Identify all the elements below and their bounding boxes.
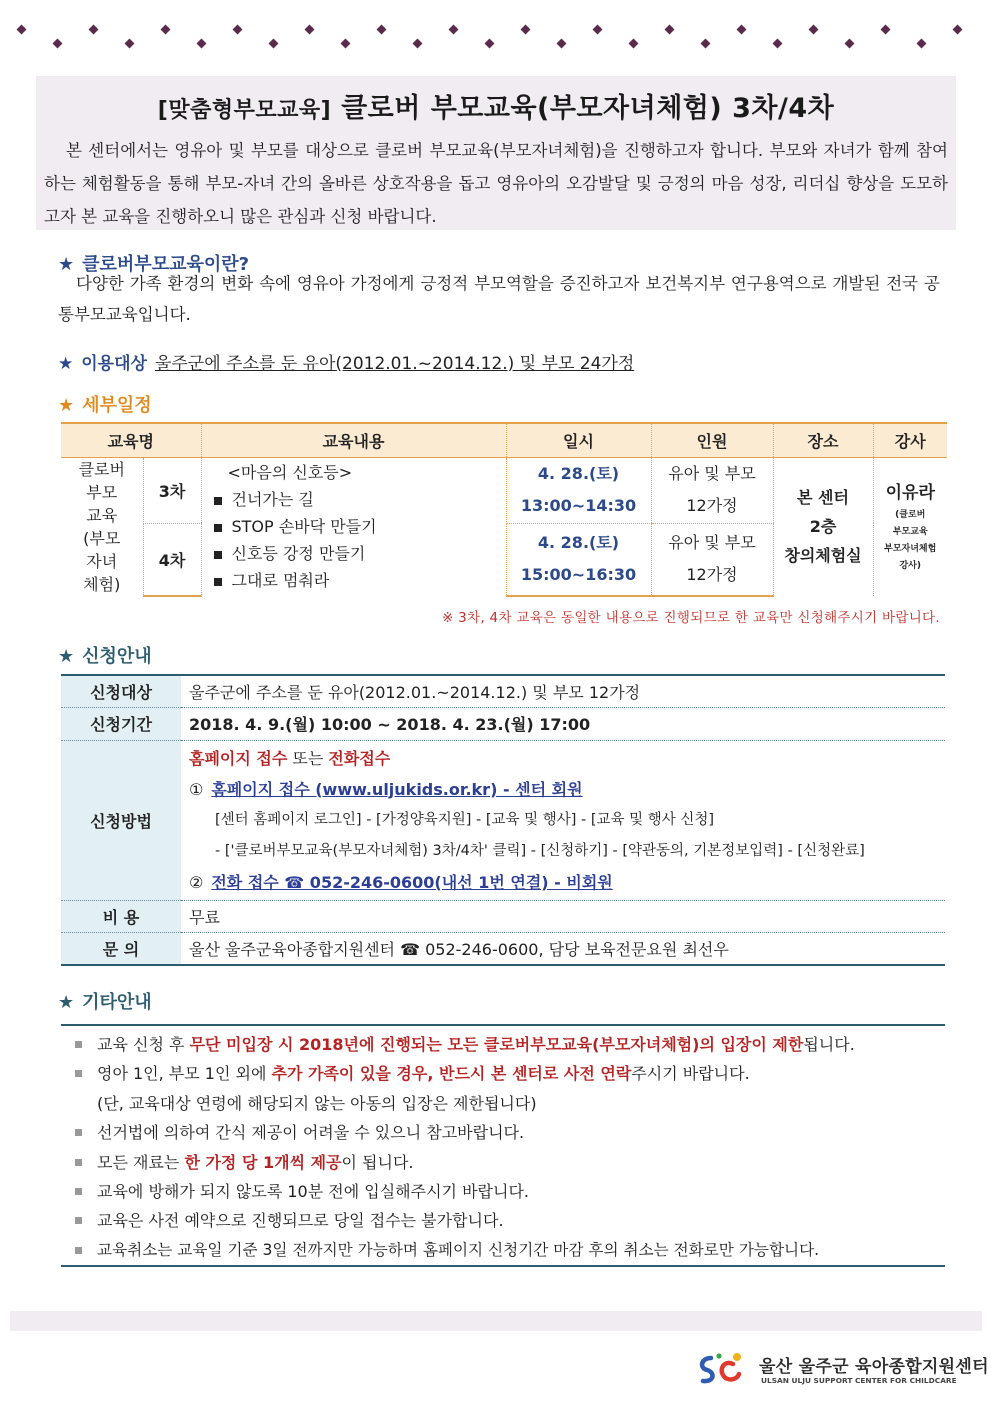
program-name-line: 체험) [83,574,121,594]
about-paragraph: 다양한 가족 환경의 변화 속에 영유아 가정에게 긍정적 부모역할을 증진하고자 보건복지부 연구용역으로 개발된 전국 공통부모교육입니다. [58,274,940,324]
list-item [61,1177,945,1206]
content-item-text: STOP 손바닥 만들기 [231,517,377,536]
col-header: 일시 [506,423,651,457]
title-main: 클로버 부모교육(부모자녀체험) 3차/4차 [341,93,835,124]
place-line: 본 센터 [797,488,849,507]
square-bullet-icon [214,497,222,505]
schedule-note: ※ 3차, 4차 교육은 동일한 내용으로 진행되므로 한 교육만 신청해주시기 바랍니다. [441,610,940,626]
place-cell [773,457,873,596]
method-or: 또는 [287,748,329,768]
logo-name-en: ULSAN ULJU SUPPORT CENTER FOR CHILDCARE [761,1376,957,1385]
misc-heading-text: 기타안내 [82,992,152,1013]
star-icon: ★ [58,395,75,416]
datetime-cell [506,523,651,595]
apply-row-target [61,675,945,707]
diamond-ornament-icon [845,39,855,49]
apply-key: 문 의 [61,932,181,965]
square-bullet-icon [75,1041,82,1048]
program-name-line: 부모 [86,482,118,502]
apply-heading-text: 신청안내 [82,646,152,667]
diamond-ornament-icon [449,25,459,35]
diamond-ornament-icon [593,25,603,35]
homepage-link[interactable]: 홈페이지 접수 (www.uljukids.or.kr) - 센터 회원 [211,779,583,799]
apply-key: 신청기간 [61,707,181,740]
diamond-ornament-icon [701,39,711,49]
diamond-ornament-icon [557,39,567,49]
apply-method-cell [181,740,945,900]
place-line: 2층 [809,517,837,536]
header-box [36,76,956,230]
teacher-role: (클로버 [895,510,926,520]
decorative-diamond-border [10,22,982,52]
diamond-ornament-icon [233,25,243,35]
teacher-role: 강사) [899,561,921,571]
teacher-role: 부모교육 [892,527,928,537]
teacher-name: 이유라 [885,483,935,503]
content-item [214,486,506,513]
time-text: 15:00~16:30 [520,565,637,585]
diamond-ornament-icon [125,39,135,49]
col-header: 교육내용 [201,423,506,457]
square-bullet-icon [214,524,222,532]
star-icon: ★ [58,646,75,667]
apply-value: 2018. 4. 9.(월) 10:00 ~ 2018. 4. 23.(월) 17:00 [181,707,945,740]
method-phone-label: 전화접수 [328,748,391,768]
apply-key: 비 용 [61,900,181,932]
datetime-cell [506,457,651,523]
date-text: 4. 28.(토) [537,464,620,484]
diamond-ornament-icon [413,39,423,49]
diamond-ornament-icon [737,25,747,35]
content-item-text: 그대로 멈춰라 [231,571,330,590]
misc-highlight: 추가 가족이 있을 경우, 반드시 본 센터로 사전 연락 [271,1064,632,1084]
diamond-ornament-icon [485,39,495,49]
misc-text: 교육은 사전 예약으로 진행되므로 당일 접수는 불가합니다. [97,1211,504,1231]
misc-text: 영아 1인, 부모 1인 외에 [97,1064,272,1084]
people-cell [651,523,773,595]
apply-value: 울산 울주군육아종합지원센터 ☎ 052-246-0600, 담당 보육전문요원 최선우 [181,932,945,965]
circled-number: ② [189,872,204,892]
misc-highlight: 무단 미입장 시 2018년에 진행되는 모든 클로버부모교육(부모자녀체험)의 입장이 제한 [189,1035,804,1054]
schedule-table [61,422,947,597]
star-icon: ★ [58,354,74,374]
misc-highlight: 한 가정 당 1개씩 제공 [184,1152,342,1172]
target-value: 울주군에 주소를 둔 유아(2012.01.~2014.12.) 및 부모 24가정 [154,354,635,374]
square-bullet-icon [75,1247,82,1254]
list-item [61,1206,945,1235]
time-text: 13:00~14:30 [520,496,637,516]
misc-text: 모든 재료는 [97,1152,185,1172]
logo-name-ko: 울산 울주군 육아종합지원센터 [759,1357,989,1377]
diamond-ornament-icon [269,39,279,49]
diamond-ornament-icon [953,25,963,35]
diamond-ornament-icon [629,39,639,49]
misc-text: 교육 신청 후 [97,1035,190,1054]
misc-text: 선거법에 의하여 간식 제공이 어려울 수 있으니 참고바랍니다. [97,1123,525,1143]
square-bullet-icon [214,551,222,559]
square-bullet-icon [75,1159,82,1166]
misc-text: 됩니다. [803,1035,855,1054]
misc-box [61,1024,945,1267]
apply-row-period [61,707,945,740]
teacher-cell [873,457,947,596]
page-title [36,86,956,125]
round-cell: 3차 [143,457,201,523]
apply-heading [58,642,152,668]
content-item [214,513,506,540]
square-bullet-icon [75,1188,82,1195]
square-bullet-icon [75,1217,82,1224]
content-title: <마음의 신호등> [227,463,353,482]
phone-link[interactable]: 전화 접수 ☎ 052-246-0600(내선 1번 연결) - 비회원 [211,872,613,892]
round-cell: 4차 [143,523,201,595]
diamond-ornament-icon [17,25,27,35]
title-bracket: [맞춤형부모교육] [157,98,332,123]
program-name-line: 클로버 [78,459,125,479]
diamond-ornament-icon [161,25,171,35]
method-web-label: 홈페이지 접수 [189,748,288,768]
misc-text: 이 됩니다. [341,1152,414,1172]
diamond-ornament-icon [341,39,351,49]
people-count: 12가정 [686,565,738,585]
apply-key: 신청방법 [61,740,181,900]
apply-row-method [61,740,945,900]
col-header: 인원 [651,423,773,457]
place-line: 창의체험실 [784,546,862,565]
people-text: 유아 및 부모 [668,533,756,553]
schedule-row-3 [61,457,947,523]
diamond-ornament-icon [809,25,819,35]
square-bullet-icon [214,578,222,586]
schedule-heading [58,391,152,417]
misc-text: 주시기 바랍니다. [631,1064,750,1084]
method-summary [189,743,945,774]
diamond-ornament-icon [89,25,99,35]
apply-key: 신청대상 [61,675,181,707]
program-name-line: 교육 [86,505,118,525]
col-header: 장소 [773,423,873,457]
list-item-continuation [61,1089,945,1118]
intro-paragraph: 본 센터에서는 영유아 및 부모를 대상으로 클로버 부모교육(부모자녀체험)을 진행하고자 합니다. 부모와 자녀가 함께 참여하는 체험활동을 통해 부모-자녀 간의 올바른 상호작용을 돕고 영유아의 오감발달 및 긍정의 마음 성장, 리더십 향상을 도모하고자 본 교육을 진행하오니 많은 관심과 신청 바랍니다. [44,141,948,226]
list-item [61,1118,945,1147]
apply-table [61,674,945,966]
content-item [214,540,506,567]
col-header: 강사 [873,423,947,457]
people-count: 12가정 [686,496,738,516]
content-item-text: 건너가는 길 [231,490,314,509]
apply-row-fee [61,900,945,932]
apply-value: 무료 [181,900,945,932]
star-icon: ★ [58,254,75,275]
content-item [214,567,506,594]
circled-number: ① [189,779,204,799]
diamond-ornament-icon [773,39,783,49]
list-item [61,1059,945,1088]
method-steps: - ['클로버부모교육(부모자녀체험) 3차/4차' 클릭] - [신청하기] - [약관동의, 기본정보입력] - [신청완료] [215,842,865,859]
program-name-line: 자녀 [86,551,118,571]
schedule-heading-text: 세부일정 [82,395,152,416]
list-item [61,1030,945,1059]
date-text: 4. 28.(토) [537,533,620,553]
target-label: 이용대상 [81,354,147,374]
method-web-line [189,774,945,805]
diamond-ornament-icon [53,39,63,49]
program-name-cell [61,457,143,596]
content-cell [201,457,506,596]
star-icon: ★ [58,992,75,1013]
diamond-ornament-icon [305,25,315,35]
misc-text: 교육에 방해가 되지 않도록 10분 전에 입실해주시기 바랍니다. [97,1182,529,1202]
people-cell [651,457,773,523]
misc-heading [58,988,152,1014]
schedule-header-row [61,423,947,457]
diamond-ornament-icon [665,25,675,35]
list-item [61,1236,945,1265]
diamond-ornament-icon [521,25,531,35]
about-heading-text: 클로버부모교육이란? [82,254,250,275]
target-line [58,349,634,374]
diamond-ornament-icon [197,39,207,49]
method-steps: [센터 홈페이지 로그인] - [가정양육지원] - [교육 및 행사] - [교육 및 행사 신청] [215,811,715,828]
misc-text: (단, 교육대상 연령에 해당되지 않는 아동의 입장은 제한됩니다) [97,1093,537,1113]
footer-band [10,1311,982,1331]
square-bullet-icon [75,1070,82,1077]
apply-value: 울주군에 주소를 둔 유아(2012.01.~2014.12.) 및 부모 12가정 [181,675,945,707]
method-phone-line [189,867,945,898]
diamond-ornament-icon [881,25,891,35]
center-logo-icon [697,1350,747,1388]
apply-row-contact [61,932,945,965]
misc-text: 교육취소는 교육일 기준 3일 전까지만 가능하며 홈페이지 신청기간 마감 후의 취소는 전화로만 가능합니다. [97,1240,820,1259]
people-text: 유아 및 부모 [668,464,756,484]
square-bullet-icon [75,1129,82,1136]
diamond-ornament-icon [917,39,927,49]
col-header: 교육명 [61,423,201,457]
program-name-line: (부모 [83,528,121,548]
center-logo [697,1350,989,1390]
teacher-role: 부모자녀체험 [884,544,937,554]
list-item [61,1148,945,1177]
misc-list [61,1026,945,1265]
content-item-text: 신호등 강정 만들기 [231,544,366,563]
diamond-ornament-icon [377,25,387,35]
